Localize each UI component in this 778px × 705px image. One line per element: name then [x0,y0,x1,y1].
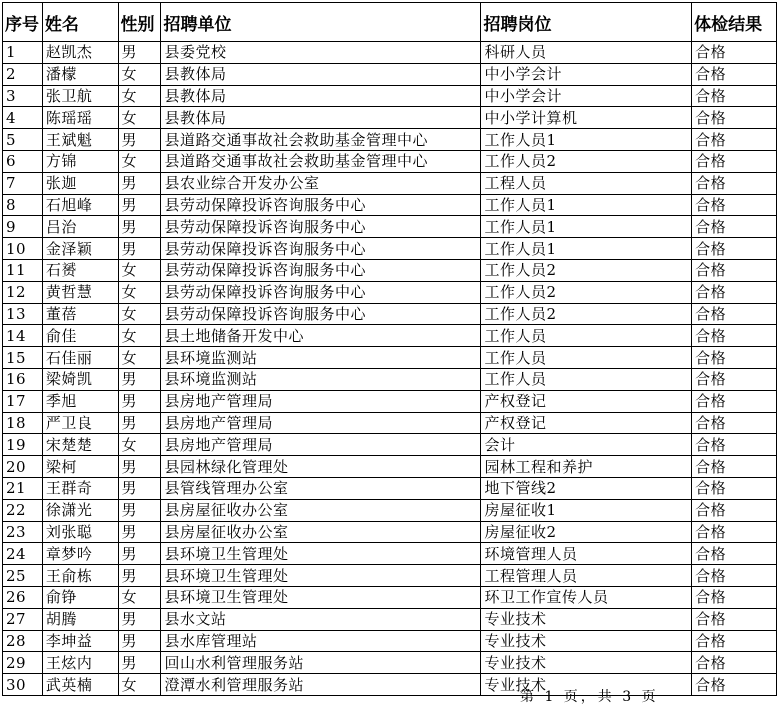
cell-result: 合格 [692,456,777,478]
cell-post: 工作人员2 [481,150,692,172]
cell-result: 合格 [692,194,777,216]
cell-result: 合格 [692,608,777,630]
cell-unit: 县房地产管理局 [161,390,481,412]
cell-unit: 县委党校 [161,42,481,64]
cell-post: 地下管线2 [481,477,692,499]
cell-unit: 回山水利管理服务站 [161,652,481,674]
header-result: 体检结果 [692,3,777,42]
cell-seq: 23 [3,521,43,543]
table-row [3,129,777,151]
cell-seq: 7 [3,172,43,194]
cell-post: 环卫工作宣传人员 [481,586,692,608]
table-row [3,521,777,543]
cell-post: 产权登记 [481,412,692,434]
cell-post: 工程管理人员 [481,565,692,587]
cell-result: 合格 [692,325,777,347]
cell-name: 吕治 [42,216,118,238]
cell-post: 会计 [481,434,692,456]
cell-result: 合格 [692,390,777,412]
cell-post: 工作人员2 [481,303,692,325]
results-table [2,2,777,696]
cell-name: 宋楚楚 [42,434,118,456]
cell-result: 合格 [692,216,777,238]
cell-result: 合格 [692,172,777,194]
cell-unit: 县水库管理站 [161,630,481,652]
table-row [3,652,777,674]
cell-unit: 县劳动保障投诉咨询服务中心 [161,238,481,260]
cell-result: 合格 [692,586,777,608]
table-row [3,85,777,107]
cell-unit: 县道路交通事故社会救助基金管理中心 [161,150,481,172]
cell-name: 王炫内 [42,652,118,674]
header-row [3,3,777,42]
cell-sex: 女 [118,325,161,347]
cell-seq: 24 [3,543,43,565]
cell-sex: 男 [118,456,161,478]
cell-sex: 男 [118,42,161,64]
cell-post: 工作人员 [481,347,692,369]
cell-unit: 县房屋征收办公室 [161,521,481,543]
cell-post: 工作人员1 [481,194,692,216]
table-row [3,259,777,281]
header-post: 招聘岗位 [481,3,692,42]
cell-result: 合格 [692,129,777,151]
cell-sex: 女 [118,303,161,325]
cell-seq: 4 [3,107,43,129]
cell-post: 专业技术 [481,608,692,630]
cell-sex: 女 [118,259,161,281]
cell-unit: 县道路交通事故社会救助基金管理中心 [161,129,481,151]
cell-seq: 14 [3,325,43,347]
cell-seq: 3 [3,85,43,107]
cell-unit: 县劳动保障投诉咨询服务中心 [161,259,481,281]
cell-name: 赵凯杰 [42,42,118,64]
cell-unit: 县房屋征收办公室 [161,499,481,521]
cell-seq: 9 [3,216,43,238]
cell-result: 合格 [692,412,777,434]
table-row [3,194,777,216]
cell-post: 工程人员 [481,172,692,194]
header-seq: 序号 [3,3,43,42]
cell-name: 梁柯 [42,456,118,478]
cell-name: 梁婍凯 [42,368,118,390]
cell-unit: 县环境卫生管理处 [161,586,481,608]
table-row [3,325,777,347]
cell-post: 工作人员 [481,368,692,390]
cell-sex: 女 [118,674,161,696]
cell-sex: 男 [118,565,161,587]
cell-result: 合格 [692,674,777,696]
cell-post: 工作人员1 [481,216,692,238]
cell-sex: 女 [118,586,161,608]
cell-result: 合格 [692,347,777,369]
cell-name: 武英楠 [42,674,118,696]
cell-name: 张卫航 [42,85,118,107]
cell-post: 工作人员1 [481,129,692,151]
cell-name: 俞佳 [42,325,118,347]
table-row [3,390,777,412]
table-row [3,477,777,499]
cell-unit: 县环境卫生管理处 [161,565,481,587]
cell-seq: 27 [3,608,43,630]
cell-seq: 2 [3,63,43,85]
cell-result: 合格 [692,42,777,64]
cell-post: 产权登记 [481,390,692,412]
cell-result: 合格 [692,63,777,85]
cell-unit: 县教体局 [161,63,481,85]
cell-post: 工作人员2 [481,259,692,281]
cell-post: 房屋征收1 [481,499,692,521]
cell-seq: 5 [3,129,43,151]
cell-sex: 男 [118,412,161,434]
cell-seq: 11 [3,259,43,281]
cell-seq: 13 [3,303,43,325]
cell-seq: 19 [3,434,43,456]
cell-unit: 县管线管理办公室 [161,477,481,499]
cell-sex: 女 [118,85,161,107]
cell-post: 科研人员 [481,42,692,64]
cell-seq: 18 [3,412,43,434]
cell-result: 合格 [692,85,777,107]
header-unit: 招聘单位 [161,3,481,42]
cell-result: 合格 [692,543,777,565]
cell-name: 徐潇光 [42,499,118,521]
cell-name: 石佳丽 [42,347,118,369]
cell-seq: 28 [3,630,43,652]
table-row [3,543,777,565]
table-row [3,347,777,369]
table-row [3,281,777,303]
cell-unit: 县土地储备开发中心 [161,325,481,347]
cell-post: 专业技术 [481,630,692,652]
cell-name: 黄哲慧 [42,281,118,303]
cell-unit: 县环境监测站 [161,368,481,390]
table-row [3,42,777,64]
cell-name: 张迦 [42,172,118,194]
cell-sex: 男 [118,543,161,565]
cell-sex: 男 [118,608,161,630]
cell-sex: 女 [118,107,161,129]
cell-seq: 6 [3,150,43,172]
table-row [3,63,777,85]
table-row [3,434,777,456]
cell-post: 专业技术 [481,652,692,674]
cell-name: 金泽颖 [42,238,118,260]
cell-post: 园林工程和养护 [481,456,692,478]
cell-seq: 8 [3,194,43,216]
cell-unit: 县劳动保障投诉咨询服务中心 [161,303,481,325]
cell-sex: 男 [118,630,161,652]
cell-seq: 15 [3,347,43,369]
cell-result: 合格 [692,238,777,260]
cell-seq: 22 [3,499,43,521]
cell-unit: 县水文站 [161,608,481,630]
cell-unit: 县房地产管理局 [161,412,481,434]
cell-result: 合格 [692,630,777,652]
table-row [3,565,777,587]
cell-seq: 30 [3,674,43,696]
cell-sex: 男 [118,521,161,543]
cell-sex: 女 [118,434,161,456]
cell-result: 合格 [692,477,777,499]
cell-sex: 男 [118,499,161,521]
cell-name: 方锦 [42,150,118,172]
cell-name: 季旭 [42,390,118,412]
cell-result: 合格 [692,521,777,543]
header-name: 姓名 [42,3,118,42]
cell-post: 房屋征收2 [481,521,692,543]
cell-unit: 县农业综合开发办公室 [161,172,481,194]
cell-sex: 男 [118,477,161,499]
cell-unit: 县环境监测站 [161,347,481,369]
cell-result: 合格 [692,150,777,172]
cell-name: 刘张聪 [42,521,118,543]
header-sex: 性别 [118,3,161,42]
cell-result: 合格 [692,434,777,456]
page-footer: 第 1 页，共 3 页 [520,689,659,705]
table-row [3,456,777,478]
cell-sex: 男 [118,238,161,260]
cell-seq: 20 [3,456,43,478]
cell-post: 中小学会计 [481,85,692,107]
cell-seq: 21 [3,477,43,499]
cell-post: 工作人员 [481,325,692,347]
cell-seq: 16 [3,368,43,390]
cell-name: 石旭峰 [42,194,118,216]
cell-name: 董蓓 [42,303,118,325]
cell-result: 合格 [692,281,777,303]
cell-post: 中小学会计 [481,63,692,85]
cell-unit: 县园林绿化管理处 [161,456,481,478]
cell-post: 中小学计算机 [481,107,692,129]
cell-unit: 县教体局 [161,107,481,129]
table-row [3,172,777,194]
cell-result: 合格 [692,259,777,281]
cell-unit: 县房地产管理局 [161,434,481,456]
table-row [3,608,777,630]
table-row [3,107,777,129]
cell-sex: 男 [118,652,161,674]
table-row [3,412,777,434]
table-row [3,674,777,696]
table-body [3,42,777,696]
cell-unit: 县劳动保障投诉咨询服务中心 [161,216,481,238]
cell-sex: 女 [118,281,161,303]
cell-seq: 12 [3,281,43,303]
cell-unit: 县教体局 [161,85,481,107]
cell-seq: 25 [3,565,43,587]
cell-unit: 澄潭水利管理服务站 [161,674,481,696]
cell-result: 合格 [692,107,777,129]
table-row [3,216,777,238]
cell-seq: 17 [3,390,43,412]
cell-result: 合格 [692,499,777,521]
cell-unit: 县劳动保障投诉咨询服务中心 [161,194,481,216]
cell-sex: 男 [118,368,161,390]
cell-name: 王斌魁 [42,129,118,151]
cell-post: 环境管理人员 [481,543,692,565]
cell-sex: 男 [118,390,161,412]
cell-sex: 女 [118,150,161,172]
cell-name: 李坤益 [42,630,118,652]
cell-unit: 县环境卫生管理处 [161,543,481,565]
table-row [3,150,777,172]
cell-post: 工作人员2 [481,281,692,303]
cell-unit: 县劳动保障投诉咨询服务中心 [161,281,481,303]
cell-name: 潘檬 [42,63,118,85]
cell-result: 合格 [692,303,777,325]
cell-seq: 1 [3,42,43,64]
cell-seq: 10 [3,238,43,260]
table-row [3,630,777,652]
cell-post: 专业技术 [481,674,692,696]
cell-name: 严卫良 [42,412,118,434]
cell-seq: 26 [3,586,43,608]
cell-name: 王俞栋 [42,565,118,587]
table-row [3,499,777,521]
cell-name: 胡腾 [42,608,118,630]
cell-sex: 男 [118,129,161,151]
cell-sex: 女 [118,347,161,369]
cell-post: 工作人员1 [481,238,692,260]
cell-result: 合格 [692,368,777,390]
cell-sex: 女 [118,63,161,85]
cell-name: 俞铮 [42,586,118,608]
cell-result: 合格 [692,565,777,587]
cell-name: 陈瑶瑶 [42,107,118,129]
table-row [3,303,777,325]
cell-name: 石赟 [42,259,118,281]
cell-name: 王群奇 [42,477,118,499]
cell-name: 章梦吟 [42,543,118,565]
cell-sex: 男 [118,216,161,238]
cell-seq: 29 [3,652,43,674]
cell-result: 合格 [692,652,777,674]
table-row [3,368,777,390]
table-row [3,238,777,260]
table-row [3,586,777,608]
cell-sex: 男 [118,194,161,216]
cell-sex: 男 [118,172,161,194]
